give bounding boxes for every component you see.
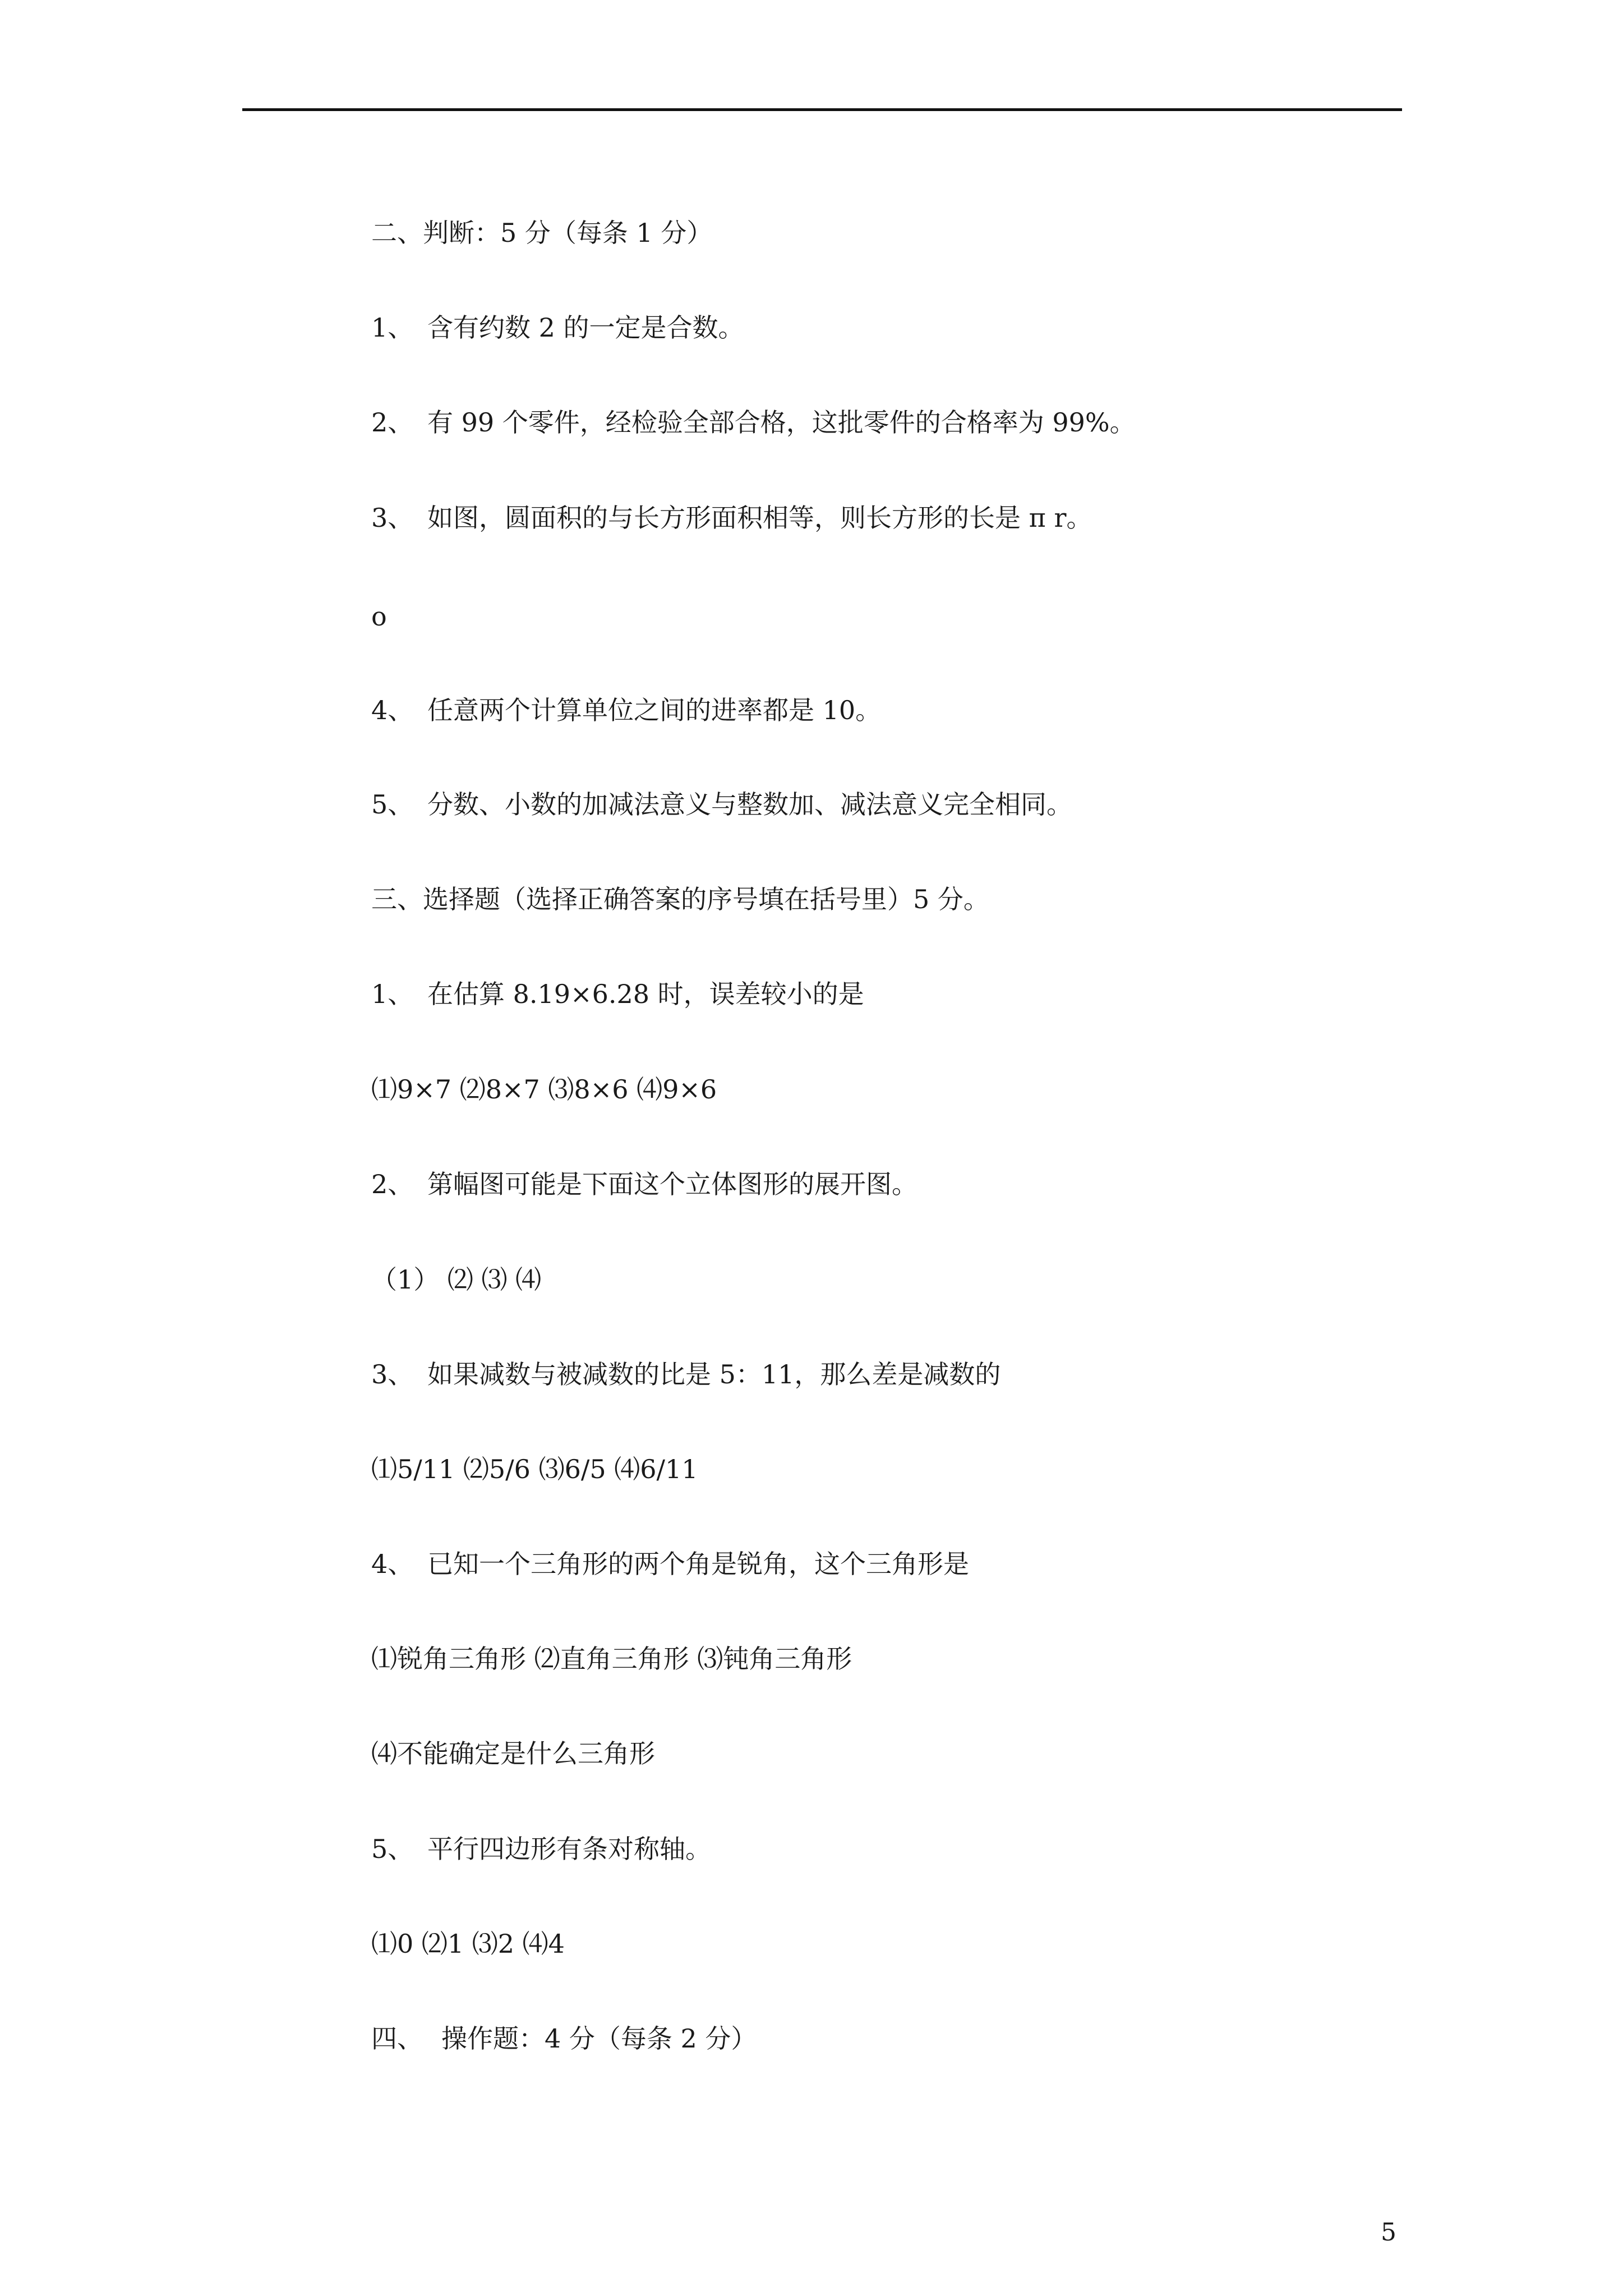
choice-question-3	[371, 1358, 1000, 1391]
question-number: 2、	[371, 1169, 414, 1199]
item-text: 有 99 个零件，经检验全部合格，这批零件的合格率为 99%。	[427, 407, 1136, 438]
choice-options-3: ⑴5/11 ⑵5/6 ⑶6/5 ⑷6/11	[371, 1454, 698, 1484]
choice-question-2	[371, 1167, 917, 1201]
item-number: 1、	[371, 312, 414, 343]
section3-heading: 三、选择题（选择正确答案的序号填在括号里）5 分。	[371, 884, 989, 914]
section2-heading: 二、判断：5 分（每条 1 分）	[371, 218, 713, 248]
question-number: 3、	[371, 1359, 414, 1389]
question-number: 4、	[371, 1549, 414, 1579]
choice-options-2: （1） ⑵ ⑶ ⑷	[371, 1264, 542, 1295]
section-number: 四、	[371, 2023, 423, 2054]
figure-label-o: o	[371, 601, 387, 632]
question-text: 在估算 8.19×6.28 时，误差较小的是	[427, 979, 864, 1009]
item-number: 4、	[371, 695, 414, 725]
question-number: 5、	[371, 1834, 414, 1864]
question-text: 平行四边形有条对称轴。	[427, 1834, 711, 1864]
judge-item-3	[371, 501, 1092, 535]
choice-options-4b: ⑷不能确定是什么三角形	[371, 1738, 655, 1769]
item-number: 5、	[371, 789, 414, 820]
question-number: 1、	[371, 979, 414, 1009]
judge-item-4	[371, 693, 881, 727]
page-number: 5	[1381, 2218, 1396, 2247]
judge-item-5	[371, 788, 1072, 821]
item-text: 含有约数 2 的一定是合数。	[427, 312, 744, 343]
choice-question-1	[371, 977, 864, 1011]
section4-heading	[371, 2022, 757, 2055]
judge-item-1	[371, 311, 744, 344]
choice-options-4: ⑴锐角三角形 ⑵直角三角形 ⑶钝角三角形	[371, 1644, 852, 1674]
question-text: 第幅图可能是下面这个立体图形的展开图。	[427, 1169, 917, 1199]
question-text: 如果减数与被减数的比是 5：11，那么差是减数的	[427, 1359, 1001, 1389]
item-number: 3、	[371, 503, 414, 533]
header-rule	[242, 108, 1402, 111]
choice-question-4	[371, 1547, 969, 1581]
judge-item-2	[371, 406, 1136, 439]
choice-options-5: ⑴0 ⑵1 ⑶2 ⑷4	[371, 1929, 565, 1959]
question-text: 已知一个三角形的两个角是锐角，这个三角形是	[427, 1549, 969, 1579]
item-text: 任意两个计算单位之间的进率都是 10。	[427, 695, 882, 725]
choice-options-1: ⑴9×7 ⑵8×7 ⑶8×6 ⑷9×6	[371, 1074, 717, 1105]
item-number: 2、	[371, 407, 414, 438]
choice-question-5	[371, 1832, 711, 1866]
item-text: 分数、小数的加减法意义与整数加、减法意义完全相同。	[427, 789, 1072, 820]
section-title: 操作题：4 分（每条 2 分）	[441, 2023, 757, 2054]
item-text: 如图，圆面积的与长方形面积相等，则长方形的长是 π r。	[427, 503, 1092, 533]
